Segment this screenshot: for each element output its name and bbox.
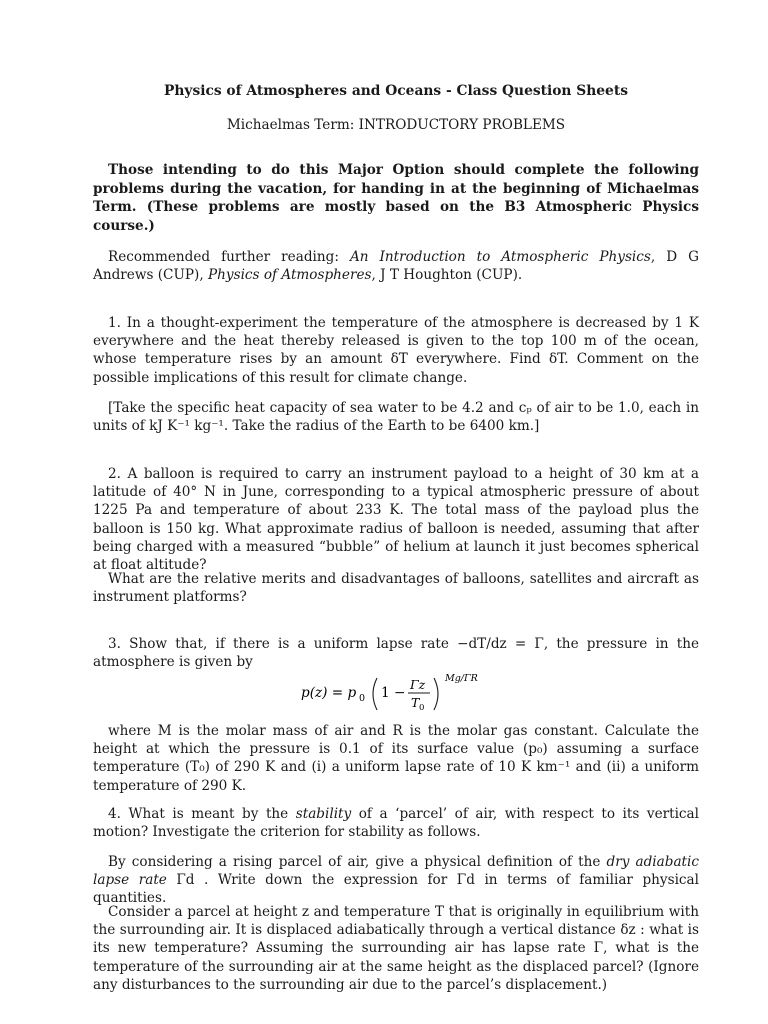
question-3-followup: where M is the molar mass of air and R is the molar gas constant. Calculate the height at which the pressure is 0.1 of its surface value (p₀) assuming a surface temperature (T₀) of 290 K and (i) a uniform lapse rate of 10 K km⁻¹ and (ii) a uniform temperature of 290 K. bbox=[93, 723, 699, 794]
book2-rest: , J T Houghton (CUP). bbox=[371, 267, 523, 284]
book2-title: Physics of Atmospheres bbox=[208, 267, 372, 284]
reading-paragraph bbox=[93, 248, 699, 284]
q4-stability: stability bbox=[295, 806, 352, 822]
pressure-equation bbox=[295, 670, 525, 718]
question-4 bbox=[93, 805, 699, 841]
eq-numerator: Γz bbox=[410, 677, 426, 692]
q4-dry-adiabatic: dry adiabatic lapse rate bbox=[93, 854, 699, 889]
page-subtitle: Michaelmas Term: INTRODUCTORY PROBLEMS bbox=[226, 117, 566, 133]
question-2: 2. A balloon is required to carry an instrument payload to a height of 30 km at a latitude of 40° N in June, corresponding to a typical atmospheric pressure of about 1225 Pa and temperature of about 233 K. The total mass of the payload plus the balloon is 150 kg. What approximate radius of balloon is needed, assuming that after being charged with a measured “bubble” of helium at launch it just becomes spherical at float altitude? bbox=[93, 466, 699, 574]
eq-right-paren bbox=[434, 678, 438, 710]
eq-left-paren bbox=[373, 678, 377, 710]
question-1-note: [Take the specific heat capacity of sea water to be 4.2 and cₚ of air to be 1.0, each in units of kJ K⁻¹ kg⁻¹. Take the radius of the Earth to be 6400 km.] bbox=[93, 400, 699, 435]
q4-text-post: of a ‘parcel’ of air, with respect to its vertical motion? Investigate the criterion for stability as follows. bbox=[93, 806, 699, 841]
book1-title: An Introduction to Atmospheric Physics bbox=[349, 249, 651, 265]
eq-denominator: T bbox=[411, 695, 420, 710]
book1-rest: , D G Andrews (CUP), bbox=[93, 249, 699, 284]
question-4-parcel: Consider a parcel at height z and temperature T that is originally in equilibrium with the surrounding air. It is displaced adiabatically through a vertical distance δz : what is its new temperature? Assuming the surrounding air has lapse rate Γ, what is the temperature of the surrounding air at the same height as the displaced parcel? (Ignore any disturbances to the surrounding air due to the parcel’s displacement.) bbox=[93, 904, 699, 993]
page-title: Physics of Atmospheres and Oceans - Class Question Sheets bbox=[164, 83, 628, 99]
eq-exponent: Mg/ΓR bbox=[445, 673, 478, 684]
intro-paragraph: Those intending to do this Major Option should complete the following problems during the vacation, for handing in at the beginning of Michaelmas Term. (These problems are mostly based on the B3 Atmospheric Physics course.) bbox=[93, 162, 699, 234]
q4-p2-post: Γd . Write down the expression for Γd in terms of familiar physical quantities. bbox=[93, 872, 699, 907]
question-2-followup: What are the relative merits and disadvantages of balloons, satellites and aircraft as instrument platforms? bbox=[93, 571, 699, 606]
eq-one-minus: 1 − bbox=[381, 685, 406, 701]
eq-den-sub0: 0 bbox=[419, 703, 425, 713]
reading-prefix: Recommended further reading: bbox=[108, 249, 350, 265]
q4-p2-pre: By considering a rising parcel of air, give a physical definition of the bbox=[108, 854, 607, 870]
question-3: 3. Show that, if there is a uniform lapse rate −dT/dz = Γ, the pressure in the atmosphere is given by bbox=[93, 636, 699, 671]
question-1: 1. In a thought-experiment the temperature of the atmosphere is decreased by 1 K everywhere and the heat thereby released is given to the top 100 m of the ocean, whose temperature rises by an amount δT everywhere. Find δT. Comment on the possible implications of this result for climate change. bbox=[93, 315, 699, 386]
q4-text-pre: 4. What is meant by the bbox=[108, 806, 296, 822]
eq-sub0: 0 bbox=[359, 693, 366, 704]
question-4-definition bbox=[93, 853, 699, 908]
eq-lhs: p(z) = p bbox=[301, 685, 357, 701]
